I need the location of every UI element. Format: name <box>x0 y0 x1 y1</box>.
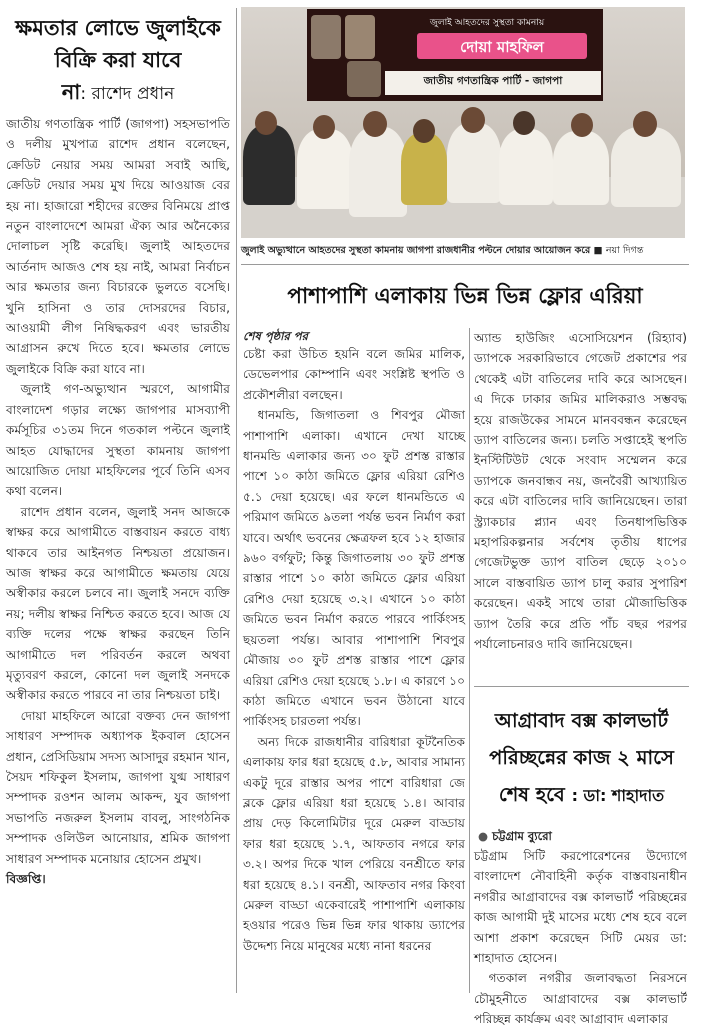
left-paragraph-1: জাতীয় গণতান্ত্রিক পার্টি (জাগপা) সহসভাপতি ও দলীয় মুখপাত্র রাশেদ প্রধান বলেছেন, ক্রেডিট নেয়ার সময় আমরা সবাই আছি, ক্রেডিট দেয়ার সময় মুখ দিয়ে আওয়াজ বের হয় না। হাজারো শহীদের রক্তের বিনিময়ে প্রাপ্ত নতুন বাংলাদেশে আমরা ঐক্য আর অনৈক্যের দোলাচল সৃষ্টি করেছি। জুলাই আহতদের আর্তনাদ আজও শেষ হয় নাই, আমরা নির্বাচন আর ক্ষমতার জন্য বিচারকে ভুলতে বসেছি। খুনি হাসিনা ও তার দোসরদের বিচার, আওয়ামী লীগ নিষিদ্ধকরণ এবং ভারতীয় আগ্রাসন রুখে দিতে হবে। ক্ষমতার লোভে জুলাইকে বিক্রি করা যাবে না। <box>6 117 230 376</box>
left-headline-line-1: ক্ষমতার লোভে জুলাইকে <box>15 16 221 40</box>
right-article-rule <box>474 686 689 687</box>
person-1-head <box>255 111 277 135</box>
person-8-head <box>633 111 657 137</box>
caption-rule <box>241 264 689 265</box>
left-article <box>6 8 230 993</box>
bureau-bullet-icon: ● <box>478 829 489 843</box>
person-8 <box>611 127 681 207</box>
photo-banner <box>307 9 603 101</box>
photo-credit: নয়া দিগন্ত <box>605 245 644 256</box>
right-bureau <box>478 828 552 847</box>
left-headline-na: না <box>61 80 81 104</box>
right-headline <box>472 702 691 814</box>
mid-col-2-paragraph-1: অ্যান্ড হাউজিং এসোসিয়েশন (রিহ্যাব) ড্যাপকে সরকারিভাবে গেজেট প্রকাশের পর থেকেই এটা বাতিলের দাবি করে আসছেন। এ দিকে ঢাকার জমির মালিকরাও সম্ভবদ্ধ হয়ে রাজউকের সামনে মানববন্ধন করেছেন ড্যাপ বাতিলের জন্য। চলতি সপ্তাহেই স্থপতি ইনস্টিটিউট থেকে সংবাদ সম্মেলন করে ড্যাপকে জনবান্ধব নয়, জনবৈরী আখ্যায়িত করে এটা বাতিলের দাবি জানিয়েছেন। তারা স্ট্র্যাকচার প্ল্যান এবং তিনধাপভিত্তিক মহাপরিকল্পনার সর্বশেষ তৃতীয় ধাপের গেজেটভুক্ত ড্যাপ বাতিল ছেড়ে ২০১০ সালে বাস্তবায়িত ড্যাপ চালু করার সুপারিশ করেছেন। একই সাথে তারা মৌজাভিত্তিক ড্যাপ তৈরি করে প্রতি পাঁচ বছর পরপর পর্যালোচনারও দাবি জানিয়েছেন। <box>474 331 687 652</box>
left-headline-line-3 <box>6 76 230 110</box>
left-paragraph-4: দোয়া মাহফিলে আরো বক্তব্য দেন জাগপা সাধারণ সম্পাদক অধ্যাপক ইকবাল হোসেন প্রধান, প্রেসিডিয়াম সদস্য আসাদুর রহমান খান, সৈয়দ শফিকুল ইসলাম, জাগপা যুগ্ম সাধারণ সম্পাদক রওশন আলম আকন্দ, যুব জাগপা সভাপতি নজরুল ইসলাম বাবলু, সাংগঠনিক সম্পাদক ওলিউল আনোয়ার, শ্রমিক জাগপা সাধারণ সম্পাদক মনোয়ার হোসেন প্রমুখ। <box>6 708 230 866</box>
banner-top-line: জুলাই আহতদের সুস্থতা কামনায় <box>429 18 545 28</box>
right-body <box>474 846 687 1027</box>
banner-portrait-2 <box>345 15 375 59</box>
person-5-head <box>461 107 485 133</box>
right-headline-line-2: পরিচ্ছন্নের কাজ ২ মাসে <box>489 746 674 769</box>
mid-col-1-paragraph-1: চেষ্টা করা উচিত হয়নি বলে জমির মালিক, ডেভেলপার কোম্পানি এবং সংশ্লিষ্ট স্থপতি ও প্রকৌশলীরা বলছেন। <box>243 347 465 402</box>
person-1 <box>243 125 295 205</box>
photo-caption-text: জুলাই অভ্যুত্থানে আহতদের সুস্থতা কামনায় জাগপা রাজধানীর পল্টনে দোয়ার আয়োজন করে <box>241 245 591 256</box>
left-body <box>6 114 230 889</box>
column-divider-mid <box>469 328 470 993</box>
right-paragraph-1: চট্টগ্রাম সিটি করপোরেশনের উদ্যোগে বাংলাদেশ নৌবাহিনী কর্তৃক বাস্তবায়নাধীন নগরীর আগ্রাবাদের বক্স কালভার্ট পরিচ্ছন্নের কাজ আগামী দুই মাসের মধ্যে শেষ হবে বলে আশা প্রকাশ করেছেন সিটি মেয়র ডা: শাহাদাত হোসেন। <box>474 849 687 966</box>
left-headline-line-2: বিক্রি করা যাবে <box>54 48 182 72</box>
column-divider-left <box>236 8 237 993</box>
mid-headline: পাশাপাশি এলাকায় ভিন্ন ভিন্ন ফ্লোর এরিয়া <box>287 284 643 309</box>
mid-col-1 <box>243 328 465 993</box>
left-headline-author: : রাশেদ প্রধান <box>80 84 175 104</box>
left-headline <box>6 12 230 110</box>
bureau-label: চট্টগ্রাম ব্যুরো <box>492 829 552 843</box>
right-paragraph-2: গতকাল নগরীর জলাবদ্ধতা নিরসনে চৌমুহনীতে আগ্রাবাদের বক্স কালভার্ট পরিচ্ছন্ন কার্যক্রম এবং আগ্রাবাদ এলাকার <box>474 971 687 1027</box>
left-paragraph-3: রাশেদ প্রধান বলেন, জুলাই সনদ আজকে স্বাক্ষর করে আগামীতে বাস্তবায়ন করতে বাধ্য থাকবে তার আইনগত নিশ্চয়তা প্রয়োজন। আজ স্বাক্ষর করে আগামীতে ক্ষমতায় যেয়ে অস্বীকার করলে চলবে না। জুলাই সনদে ব্যক্তি নয়; দলীয় স্বাক্ষর নিশ্চিত করতে হবে। আজ যে ব্যক্তি দলের পক্ষে স্বাক্ষর করছেন তিনি আগামীতে দল পরিবর্তন করলে অথবা মৃত্যুবরণ করলে, কোনো দল জুলাই সনদকে অস্বীকার করতে পারবে না তার নিশ্চয়তা চাই। <box>6 504 230 703</box>
mid-col-1-paragraph-3: অন্য দিকে রাজধানীর বারিধারা কূটনৈতিক এলাকায় ফার ধরা হয়েছে ৫.৮, আবার সামান্য একটু দূরে রাস্তার অপর পাশে বারিধারা জে ব্লকে ফ্লোর এরিয়া ধরা হয়েছে ১.৪। আবার প্রায় দেড় কিলোমিটার দূরে মেরুল বাড্ডায় ফার ধরা হয়েছে ১.৭, আফতাব নগরে ফার ৩.২। অপর দিকে খাল পেরিয়ে বনশ্রীতে ফার ধরা হয়েছে ৪.১। বনশ্রী, আফতাব নগর কিংবা মেরুল বাড্ডা একেবারেই পাশাপাশি এলাকায় হওয়ার পরেও ভিন্ন ভিন্ন ফার থাকায় ড্যাপের উদ্দেশ্য নিয়ে মানুষের মধ্যে নানা ধরনের <box>243 734 465 953</box>
photo-credit-marker: ■ <box>593 245 603 256</box>
person-4-head <box>413 119 435 143</box>
banner-main-text: দোয়া মাহফিল <box>460 38 544 56</box>
left-footer-tag: বিজ্ঞপ্তি। <box>6 872 46 887</box>
person-2 <box>297 129 353 209</box>
mid-col-2 <box>474 328 687 682</box>
person-6 <box>499 129 553 205</box>
mid-col-1-paragraph-2: ধানমন্ডি, জিগাতলা ও শিবপুর মৌজা পাশাপাশি এলাকা। এখানে দেখা যাচ্ছে ধানমন্ডি এলাকার জন্য ৩০ ফুট প্রশস্ত রাস্তার পাশে ১০ কাঠা জমিতে ফ্লোর এরিয়া রেশিও ৫.১ দেয়া হয়েছে। এর ফলে ধানমন্ডিতে এ পরিমাণ জমিতে ৯তলা পর্যন্ত ভবন নির্মাণ করা যাবে। অর্থাৎ ভবনের ক্ষেত্রফল হবে ১২ হাজার ৯৬০ বর্গফুট; কিন্তু জিগাতলায় ৩০ ফুট প্রশস্ত রাস্তার পাশে ১০ কাঠা জমিতে ফ্লোর এরিয়া রেশিও দেয়া হয়েছে ৩.২। এখানে ১০ কাঠা জমিতে ভবন নির্মাণ করতে পারবে পার্কিংসহ ছয়তলা পর্যন্ত। আবার পাশাপাশি শিবপুর মৌজায় ৩০ ফুট প্রশস্ত রাস্তার পাশে ফ্লোর এরিয়া রেশিও দেয়া হয়েছে ১.৮। এ কারণে ১০ কাঠা জমিতে এখানে ভবন উঠানো যাবে পার্কিংসহ চারতলা পর্যন্ত। <box>243 408 465 729</box>
banner-portrait-3 <box>347 61 381 97</box>
right-headline-last: শেষ হবে <box>498 783 565 806</box>
person-3 <box>349 127 407 217</box>
banner-party-text: জাতীয় গণতান্ত্রিক পার্টি - জাগপা <box>423 75 563 87</box>
banner-portrait-1 <box>311 15 341 59</box>
person-4 <box>401 133 447 205</box>
person-6-head <box>513 111 535 135</box>
right-headline-line-3 <box>472 776 691 814</box>
mid-col-1-body <box>243 344 465 956</box>
person-7 <box>553 131 609 205</box>
person-2-head <box>313 115 335 139</box>
left-paragraph-2: জুলাই গণ-অভ্যুত্থান স্মরণে, আগামীর বাংলাদেশ গড়ার লক্ষ্যে জাগপার মাসব্যাপী কর্মসূচির ৩১তম দিনে গতকাল পল্টনে জুলাই আহত যোদ্ধাদের সুস্থতা কামনায় জাগপা আয়োজিত দোয়া মাহফিলের পূর্বে তিনি এসব কথা বলেন। <box>6 382 230 499</box>
person-3-head <box>363 111 387 137</box>
right-headline-attr: : ডা: শাহাদাত <box>571 786 665 805</box>
mid-continued: শেষ পৃষ্ঠার পর <box>243 329 308 343</box>
photo-caption <box>241 244 689 257</box>
person-7-head <box>571 113 593 137</box>
news-photo <box>241 7 685 238</box>
right-headline-line-1: আগ্রাবাদ বক্স কালভার্ট <box>494 709 669 732</box>
person-5 <box>447 123 501 203</box>
